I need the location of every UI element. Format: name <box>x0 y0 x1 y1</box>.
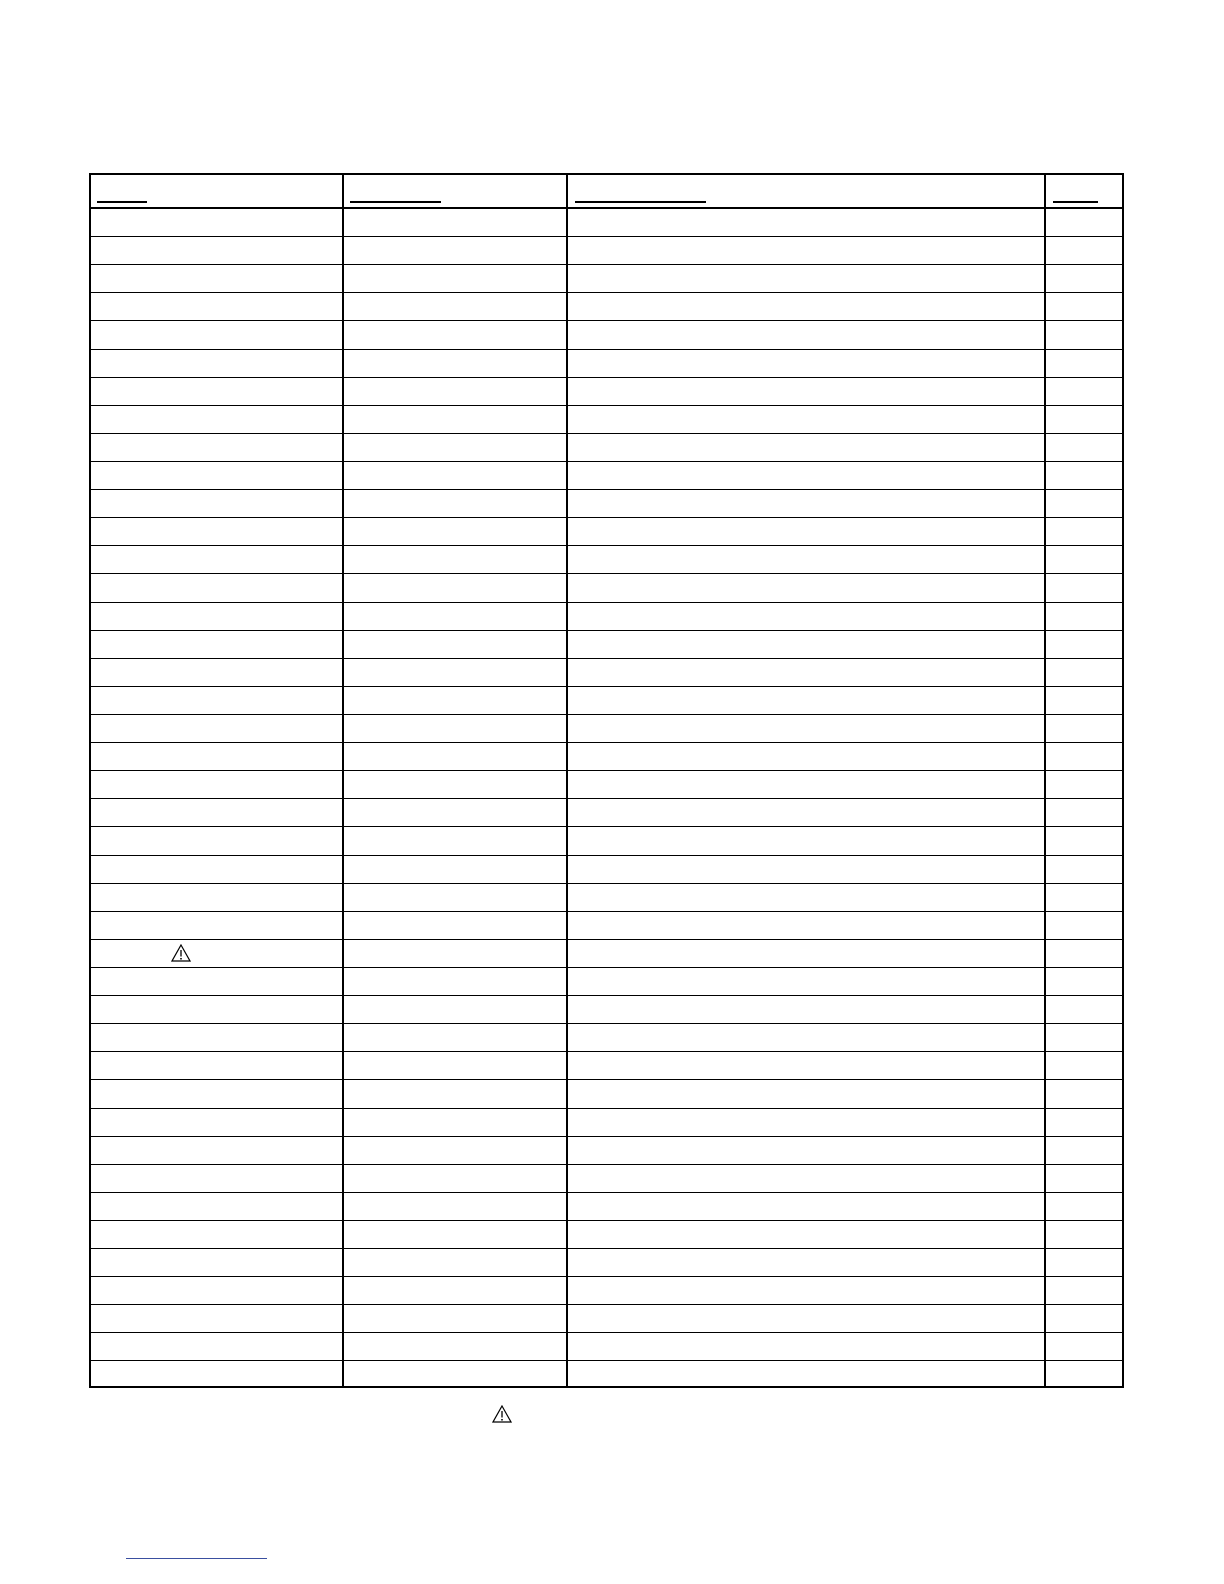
table-cell-col3 <box>568 546 1044 573</box>
table-cell-col4 <box>1046 1052 1122 1079</box>
table-row <box>91 1080 1122 1108</box>
table-cell-col2 <box>344 209 566 236</box>
table-row <box>91 237 1122 265</box>
table-cell-col1 <box>91 827 342 854</box>
table-row <box>91 743 1122 771</box>
table-row <box>91 1109 1122 1137</box>
table-row <box>91 940 1122 968</box>
table-cell-col4 <box>1046 1080 1122 1107</box>
table-cell-col3 <box>568 1361 1044 1389</box>
table-cell-col1 <box>91 856 342 883</box>
table-cell-col3 <box>568 659 1044 686</box>
table-cell-col4 <box>1046 799 1122 826</box>
table-row <box>91 912 1122 940</box>
table-cell-col4 <box>1046 293 1122 320</box>
table-cell-col2 <box>344 603 566 630</box>
table-cell-col1 <box>91 321 342 348</box>
table-row <box>91 406 1122 434</box>
table-cell-col4 <box>1046 1109 1122 1136</box>
table-cell-col1 <box>91 1221 342 1248</box>
table-cell-col4 <box>1046 1024 1122 1051</box>
table-cell-col1 <box>91 1165 342 1192</box>
table-cell-col4 <box>1046 378 1122 405</box>
table-cell-col3 <box>568 968 1044 995</box>
table-cell-col4 <box>1046 827 1122 854</box>
table-cell-col4 <box>1046 1305 1122 1332</box>
table-cell-col3 <box>568 321 1044 348</box>
table-row <box>91 293 1122 321</box>
table-cell-col1 <box>91 968 342 995</box>
table-cell-col1 <box>91 799 342 826</box>
table-row <box>91 209 1122 237</box>
table-cell-col3 <box>568 1109 1044 1136</box>
table-cell-col1 <box>91 237 342 264</box>
table-row <box>91 490 1122 518</box>
table-cell-col2 <box>344 940 566 967</box>
table-cell-col3 <box>568 1052 1044 1079</box>
warning-triangle-icon <box>171 944 191 962</box>
table-cell-col3 <box>568 1221 1044 1248</box>
table-row <box>91 687 1122 715</box>
table-row <box>91 1193 1122 1221</box>
table-cell-col3 <box>568 1137 1044 1164</box>
table-cell-col2 <box>344 996 566 1023</box>
table-cell-col4 <box>1046 912 1122 939</box>
table-cell-col4 <box>1046 434 1122 461</box>
table-cell-col2 <box>344 743 566 770</box>
table-cell-col3 <box>568 462 1044 489</box>
table-cell-col2 <box>344 912 566 939</box>
table-cell-col2 <box>344 659 566 686</box>
table-cell-col3 <box>568 912 1044 939</box>
table-cell-col1 <box>91 631 342 658</box>
table-cell-col1 <box>91 771 342 798</box>
table-cell-col2 <box>344 1249 566 1276</box>
table-row <box>91 462 1122 490</box>
table-cell-col1 <box>91 1052 342 1079</box>
table-cell-col3 <box>568 1193 1044 1220</box>
table-cell-col2 <box>344 293 566 320</box>
table-cell-col1 <box>91 912 342 939</box>
table-row <box>91 1221 1122 1249</box>
table-cell-col3 <box>568 434 1044 461</box>
table-cell-col4 <box>1046 1137 1122 1164</box>
table-cell-col1 <box>91 659 342 686</box>
table-cell-col4 <box>1046 406 1122 433</box>
table-cell-col4 <box>1046 687 1122 714</box>
table-cell-col4 <box>1046 1361 1122 1389</box>
table-cell-col3 <box>568 406 1044 433</box>
table-cell-col3 <box>568 771 1044 798</box>
table-cell-col1 <box>91 1305 342 1332</box>
table-cell-col4 <box>1046 1221 1122 1248</box>
table-cell-col4 <box>1046 350 1122 377</box>
table-cell-col4 <box>1046 771 1122 798</box>
table-row <box>91 1305 1122 1333</box>
table-cell-col4 <box>1046 856 1122 883</box>
table-cell-col1 <box>91 462 342 489</box>
table-row <box>91 1137 1122 1165</box>
table-row <box>91 265 1122 293</box>
table-cell-col3 <box>568 574 1044 601</box>
table-cell-col1 <box>91 1361 342 1389</box>
table-cell-col1 <box>91 574 342 601</box>
table-body <box>91 209 1122 1386</box>
table-cell-col3 <box>568 631 1044 658</box>
table-cell-col2 <box>344 1221 566 1248</box>
table-cell-col2 <box>344 827 566 854</box>
table-row <box>91 1024 1122 1052</box>
table-cell-col4 <box>1046 1333 1122 1360</box>
table-row <box>91 968 1122 996</box>
table-cell-col1 <box>91 940 342 967</box>
table-row <box>91 631 1122 659</box>
header-col1-underline <box>97 201 147 203</box>
table-cell-col2 <box>344 1052 566 1079</box>
table-cell-col1 <box>91 1024 342 1051</box>
header-col3-underline <box>575 201 706 203</box>
table-row <box>91 996 1122 1024</box>
footer-link-underline <box>126 1558 267 1559</box>
table-cell-col4 <box>1046 996 1122 1023</box>
table-cell-col2 <box>344 1080 566 1107</box>
table-cell-col1 <box>91 406 342 433</box>
warning-triangle-icon <box>492 1405 512 1423</box>
table-cell-col3 <box>568 743 1044 770</box>
table-cell-col4 <box>1046 884 1122 911</box>
table-row <box>91 1249 1122 1277</box>
table-cell-col1 <box>91 884 342 911</box>
table-cell-col2 <box>344 434 566 461</box>
table-cell-col1 <box>91 293 342 320</box>
table-cell-col2 <box>344 687 566 714</box>
table-cell-col3 <box>568 687 1044 714</box>
table-cell-col1 <box>91 265 342 292</box>
table-cell-col1 <box>91 518 342 545</box>
table-cell-col3 <box>568 490 1044 517</box>
parts-table <box>89 173 1124 1388</box>
table-cell-col3 <box>568 350 1044 377</box>
table-row <box>91 771 1122 799</box>
table-cell-col1 <box>91 546 342 573</box>
table-row <box>91 1333 1122 1361</box>
table-row <box>91 546 1122 574</box>
table-cell-col2 <box>344 265 566 292</box>
table-row <box>91 378 1122 406</box>
table-row <box>91 1165 1122 1193</box>
table-cell-col4 <box>1046 546 1122 573</box>
table-cell-col3 <box>568 378 1044 405</box>
table-cell-col3 <box>568 856 1044 883</box>
table-cell-col4 <box>1046 1165 1122 1192</box>
table-cell-col3 <box>568 1024 1044 1051</box>
table-cell-col4 <box>1046 603 1122 630</box>
table-cell-col3 <box>568 265 1044 292</box>
table-cell-col1 <box>91 715 342 742</box>
table-cell-col2 <box>344 1277 566 1304</box>
table-cell-col2 <box>344 1333 566 1360</box>
table-cell-col3 <box>568 209 1044 236</box>
table-cell-col4 <box>1046 462 1122 489</box>
table-cell-col2 <box>344 1193 566 1220</box>
table-row <box>91 1361 1122 1389</box>
table-cell-col4 <box>1046 518 1122 545</box>
table-cell-col2 <box>344 968 566 995</box>
table-row <box>91 434 1122 462</box>
table-cell-col4 <box>1046 968 1122 995</box>
table-cell-col2 <box>344 237 566 264</box>
table-cell-col4 <box>1046 631 1122 658</box>
header-col4-underline <box>1053 201 1098 203</box>
table-cell-col3 <box>568 603 1044 630</box>
table-cell-col1 <box>91 490 342 517</box>
table-cell-col3 <box>568 1277 1044 1304</box>
table-cell-col3 <box>568 1305 1044 1332</box>
table-cell-col4 <box>1046 1249 1122 1276</box>
table-row <box>91 603 1122 631</box>
table-cell-col2 <box>344 884 566 911</box>
table-cell-col2 <box>344 1361 566 1389</box>
table-cell-col4 <box>1046 265 1122 292</box>
table-cell-col3 <box>568 799 1044 826</box>
table-cell-col4 <box>1046 1277 1122 1304</box>
table-cell-col1 <box>91 1080 342 1107</box>
table-cell-col2 <box>344 378 566 405</box>
table-cell-col1 <box>91 1137 342 1164</box>
table-cell-col2 <box>344 406 566 433</box>
table-cell-col1 <box>91 743 342 770</box>
table-cell-col3 <box>568 1333 1044 1360</box>
table-row <box>91 518 1122 546</box>
table-cell-col2 <box>344 1024 566 1051</box>
table-cell-col1 <box>91 687 342 714</box>
table-cell-col3 <box>568 827 1044 854</box>
table-row <box>91 659 1122 687</box>
table-cell-col3 <box>568 1165 1044 1192</box>
table-row <box>91 799 1122 827</box>
table-cell-col1 <box>91 996 342 1023</box>
table-cell-col4 <box>1046 715 1122 742</box>
table-cell-col3 <box>568 1249 1044 1276</box>
table-cell-col3 <box>568 940 1044 967</box>
table-cell-col2 <box>344 1305 566 1332</box>
table-cell-col2 <box>344 1109 566 1136</box>
table-cell-col2 <box>344 462 566 489</box>
table-cell-col4 <box>1046 209 1122 236</box>
table-cell-col4 <box>1046 1193 1122 1220</box>
table-cell-col2 <box>344 856 566 883</box>
table-cell-col3 <box>568 884 1044 911</box>
table-cell-col2 <box>344 771 566 798</box>
table-cell-col4 <box>1046 490 1122 517</box>
table-cell-col1 <box>91 603 342 630</box>
table-cell-col2 <box>344 490 566 517</box>
table-cell-col4 <box>1046 659 1122 686</box>
table-cell-col2 <box>344 574 566 601</box>
table-cell-col4 <box>1046 321 1122 348</box>
table-cell-col1 <box>91 1193 342 1220</box>
table-cell-col3 <box>568 715 1044 742</box>
table-cell-col1 <box>91 1109 342 1136</box>
table-cell-col1 <box>91 434 342 461</box>
table-cell-col1 <box>91 1333 342 1360</box>
table-cell-col2 <box>344 631 566 658</box>
table-row <box>91 1052 1122 1080</box>
header-col2-underline <box>350 201 441 203</box>
table-row <box>91 856 1122 884</box>
table-cell-col1 <box>91 209 342 236</box>
table-cell-col1 <box>91 378 342 405</box>
table-cell-col2 <box>344 715 566 742</box>
table-cell-col2 <box>344 518 566 545</box>
table-cell-col2 <box>344 1165 566 1192</box>
table-cell-col4 <box>1046 743 1122 770</box>
table-cell-col2 <box>344 799 566 826</box>
table-cell-col2 <box>344 350 566 377</box>
table-cell-col3 <box>568 293 1044 320</box>
table-row <box>91 321 1122 349</box>
table-cell-col3 <box>568 1080 1044 1107</box>
table-cell-col4 <box>1046 574 1122 601</box>
table-row <box>91 884 1122 912</box>
table-cell-col1 <box>91 1277 342 1304</box>
table-cell-col3 <box>568 237 1044 264</box>
table-row <box>91 715 1122 743</box>
table-cell-col3 <box>568 996 1044 1023</box>
table-cell-col1 <box>91 1249 342 1276</box>
table-row <box>91 350 1122 378</box>
table-cell-col2 <box>344 546 566 573</box>
table-row <box>91 1277 1122 1305</box>
table-cell-col3 <box>568 518 1044 545</box>
table-cell-col2 <box>344 321 566 348</box>
table-row <box>91 827 1122 855</box>
table-cell-col2 <box>344 1137 566 1164</box>
table-row <box>91 574 1122 602</box>
table-cell-col4 <box>1046 940 1122 967</box>
table-cell-col1 <box>91 350 342 377</box>
table-cell-col4 <box>1046 237 1122 264</box>
